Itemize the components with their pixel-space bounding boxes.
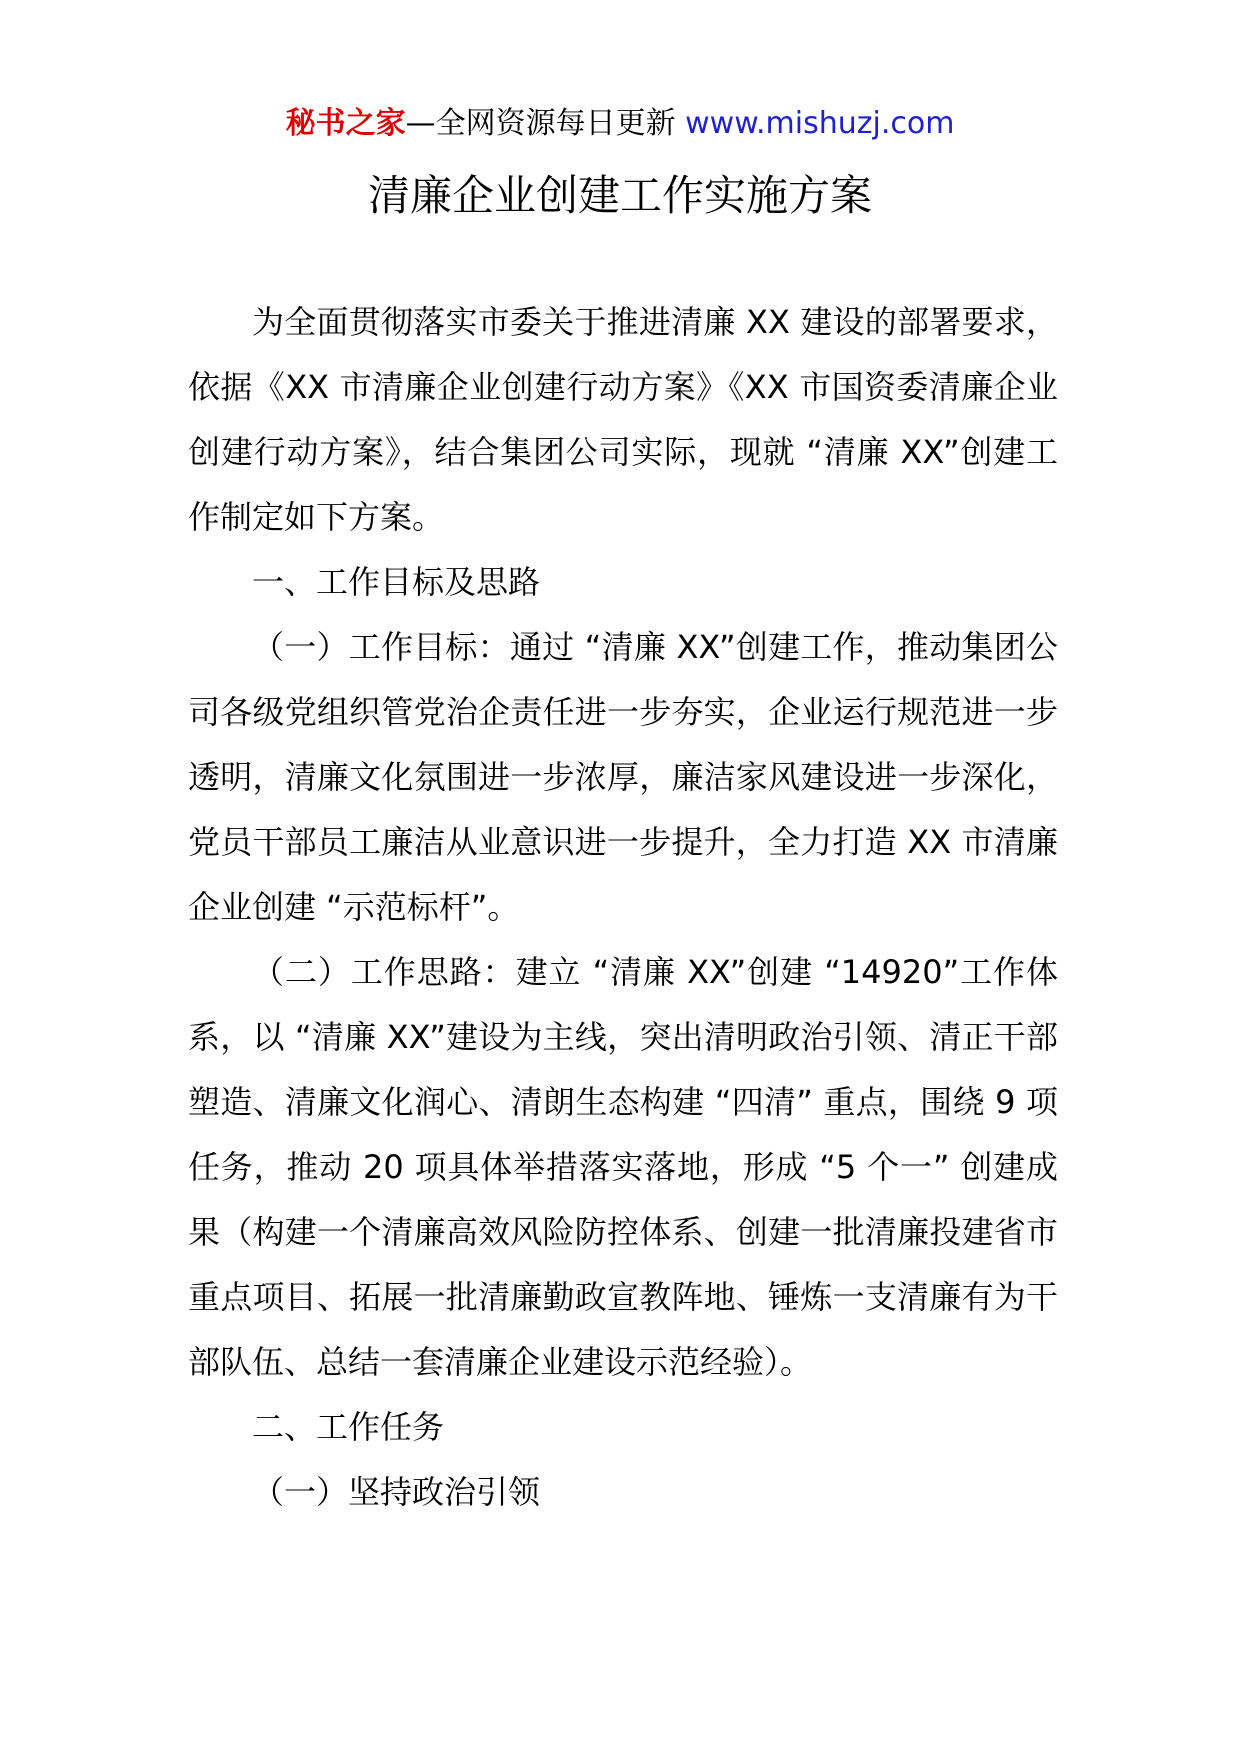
document-body bbox=[188, 290, 1058, 1525]
site-header bbox=[0, 102, 1240, 146]
document-title: 清廉企业创建工作实施方案 bbox=[367, 171, 872, 220]
subsection-heading-political: （一）坚持政治引领 bbox=[252, 1473, 541, 1511]
subsection-goal-paragraph: （一）工作目标：通过 “清廉 XX”创建工作，推动集团公司各级党组织管党治企责任进一步夯实，企业运行规范进一步透明，清廉文化氛围进一步浓厚，廉洁家风建设进一步深化，党员干部员工廉洁从业意识进一步提升，全力打造 XX 市清廉企业创建 “示范标杆”。 bbox=[188, 628, 1058, 926]
section-heading-1: 一、工作目标及思路 bbox=[252, 563, 541, 601]
site-url[interactable]: www.mishuzj.com bbox=[685, 106, 955, 141]
header-tagline: —全网资源每日更新 bbox=[405, 106, 676, 141]
intro-paragraph: 为全面贯彻落实市委关于推进清廉 XX 建设的部署要求，依据《XX 市清廉企业创建行动方案》《XX 市国资委清廉企业创建行动方案》，结合集团公司实际，现就 “清廉 XX”创建工作制定如下方案。 bbox=[188, 303, 1058, 536]
subsection-approach-paragraph: （二）工作思路：建立 “清廉 XX”创建 “14920”工作体系，以 “清廉 XX”建设为主线，突出清明政治引领、清正干部塑造、清廉文化润心、清朗生态构建 “四清” 重点，围绕 9 项任务，推动 20 项具体举措落实落地，形成 “5 个一” 创建成果（构建一个清廉高效风险防控体系、创建一批清廉投建省市重点项目、拓展一批清廉勤政宣教阵地、锤炼一支清廉有为干部队伍、总结一套清廉企业建设示范经验）。 bbox=[188, 953, 1058, 1381]
brand-name: 秘书之家 bbox=[285, 106, 406, 141]
section-heading-2: 二、工作任务 bbox=[252, 1408, 445, 1446]
